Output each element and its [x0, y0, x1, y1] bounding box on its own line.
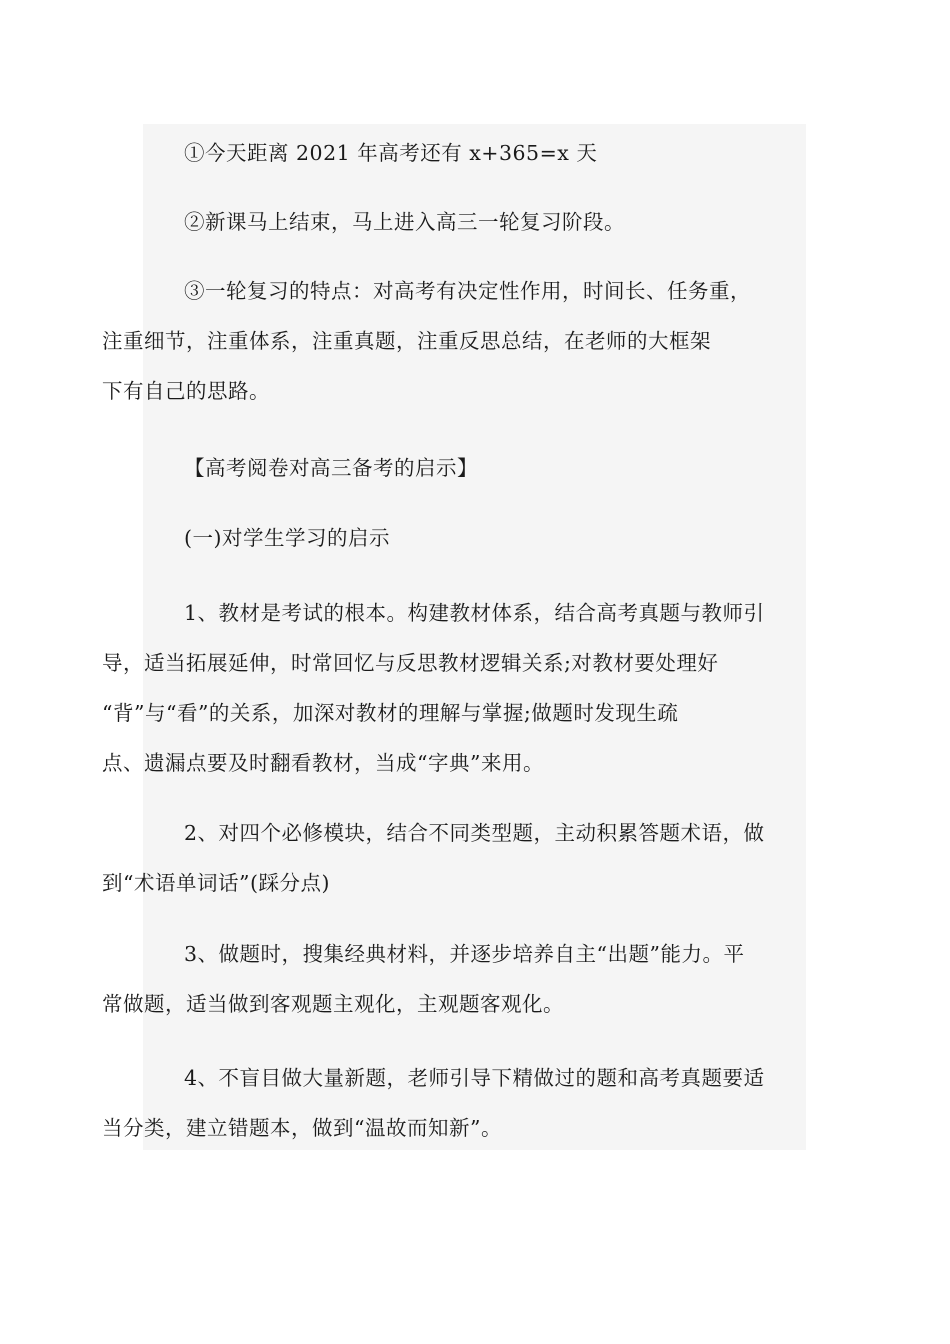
text-line: 导，适当拓展延伸，时常回忆与反思教材逻辑关系;对教材要处理好 — [102, 651, 719, 675]
text-line: “背”与“看”的关系，加深对教材的理解与掌握;做题时发现生疏 — [102, 701, 679, 725]
text-line: ③一轮复习的特点：对高考有决定性作用，时间长、任务重， — [184, 279, 751, 303]
paragraph-item-4 — [102, 1053, 806, 1153]
text-line: 注重细节，注重体系，注重真题，注重反思总结，在老师的大框架 — [102, 329, 711, 353]
text-line: 1、教材是考试的根本。构建教材体系，结合高考真题与教师引 — [184, 601, 765, 625]
text-line: (一)对学生学习的启示 — [184, 526, 390, 550]
text-line: 常做题，适当做到客观题主观化，主观题客观化。 — [102, 992, 564, 1016]
subsection-heading — [143, 513, 806, 563]
text-line: 点、遗漏点要及时翻看教材，当成“字典”来用。 — [102, 751, 544, 775]
paragraph-review-features — [102, 266, 806, 416]
paragraph-new-course — [143, 197, 806, 247]
text-line: ②新课马上结束，马上进入高三一轮复习阶段。 — [184, 210, 625, 234]
text-line: ①今天距离 2021 年高考还有 x+365=x 天 — [184, 141, 598, 165]
text-line: 当分类，建立错题本，做到“温故而知新”。 — [102, 1116, 502, 1140]
text-line: 下有自己的思路。 — [102, 379, 270, 403]
section-heading — [143, 443, 806, 493]
text-line: 4、不盲目做大量新题，老师引导下精做过的题和高考真题要适 — [184, 1066, 765, 1090]
paragraph-item-2 — [102, 808, 806, 908]
paragraph-item-3 — [102, 929, 806, 1029]
text-line: 【高考阅卷对高三备考的启示】 — [184, 456, 478, 480]
paragraph-exam-countdown — [143, 128, 806, 178]
paragraph-item-1 — [102, 588, 806, 788]
text-line: 3、做题时，搜集经典材料，并逐步培养自主“出题”能力。平 — [184, 942, 745, 966]
text-line: 2、对四个必修模块，结合不同类型题，主动积累答题术语，做 — [184, 821, 765, 845]
text-line: 到“术语单词话”(踩分点) — [102, 871, 330, 895]
